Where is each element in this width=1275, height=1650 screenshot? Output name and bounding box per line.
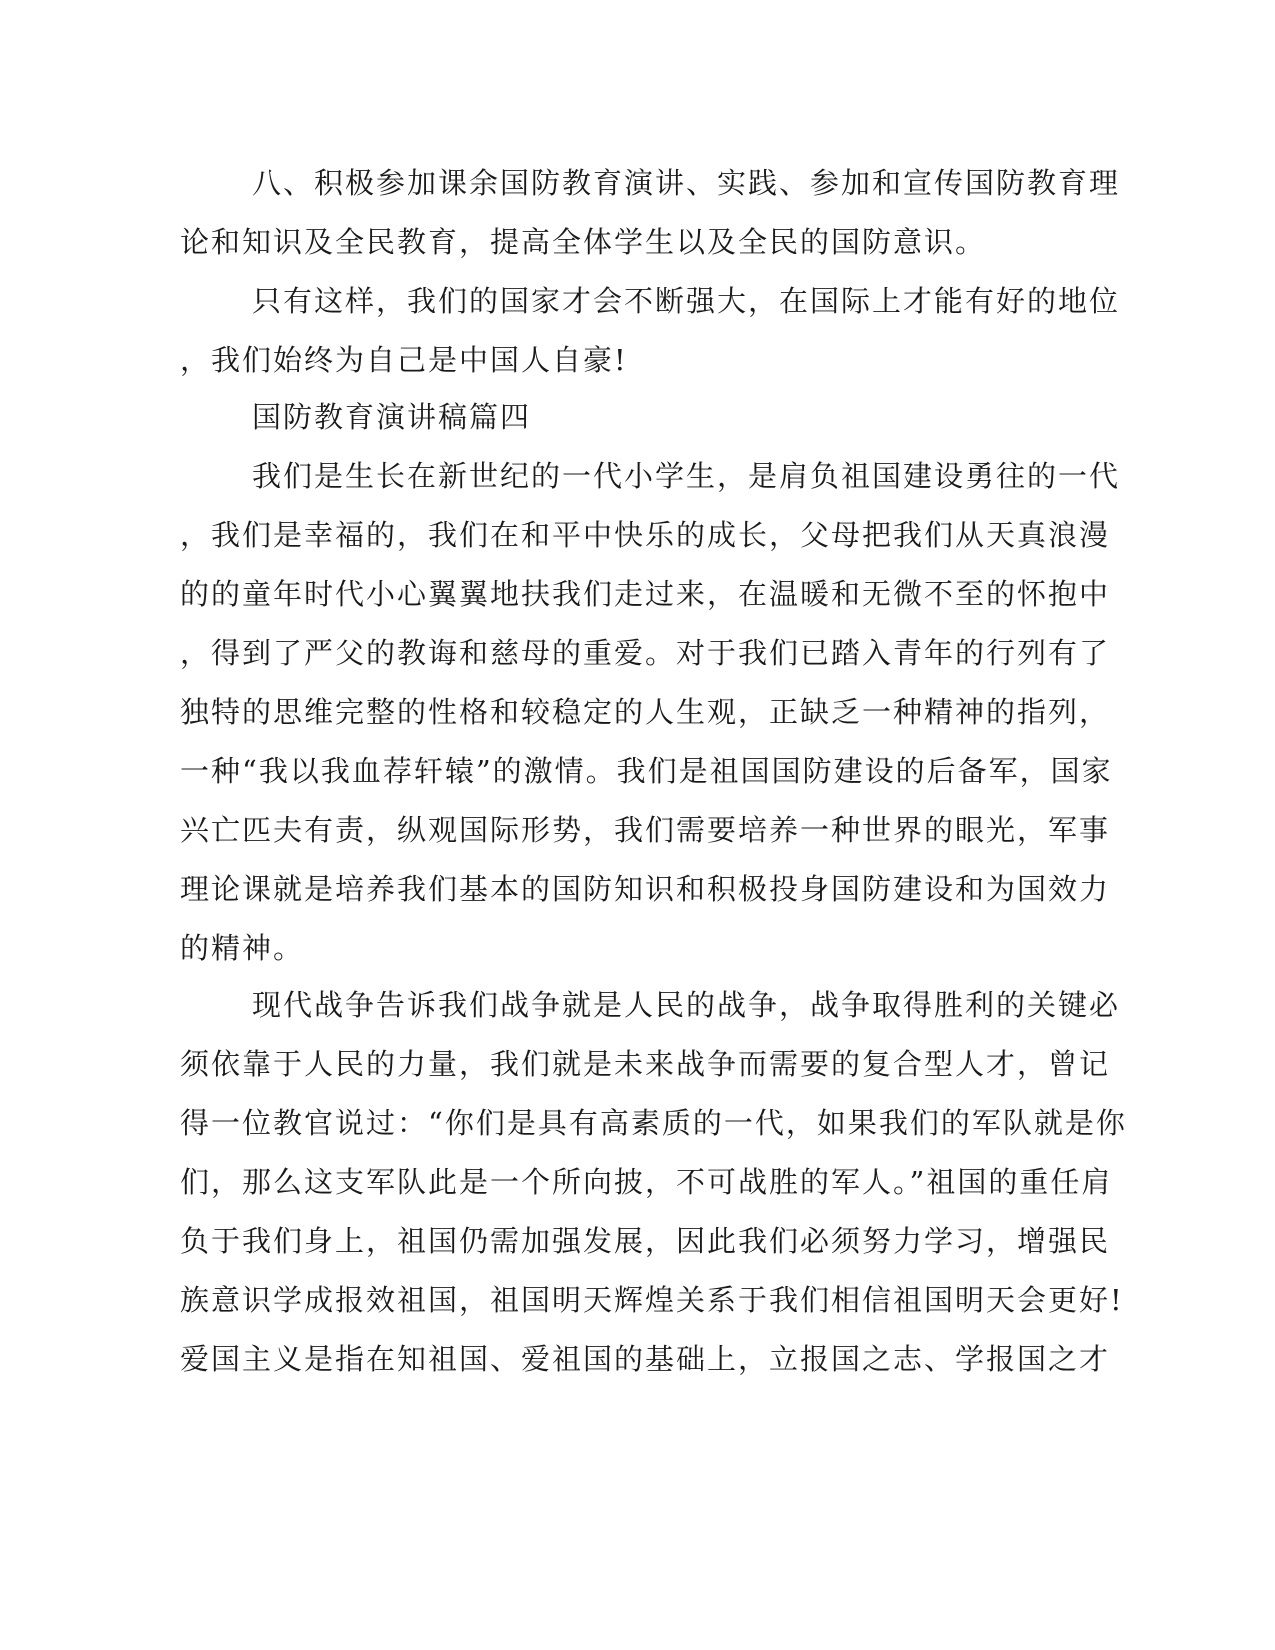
text-line: 负于我们身上，祖国仍需加强发展，因此我们必须努力学习，增强民 [180, 1224, 1111, 1258]
text-line: 爱国主义是指在知祖国、爱祖国的基础上，立报国之志、学报国之才 [180, 1342, 1111, 1376]
text-line: 的的童年时代小心翼翼地扶我们走过来，在温暖和无微不至的怀抱中 [180, 577, 1111, 611]
text-line: 一种“我以我血荐轩辕”的激情。我们是祖国国防建设的后备军，国家 [180, 754, 1113, 788]
text-line: 现代战争告诉我们战争就是人民的战争，战争取得胜利的关键必 [252, 988, 1121, 1022]
text-line: 独特的思维完整的性格和较稳定的人生观，正缺乏一种精神的指列， [180, 695, 1111, 729]
text-line: 我们是生长在新世纪的一代小学生，是肩负祖国建设勇往的一代 [252, 459, 1121, 493]
text-line: ，得到了严父的教诲和慈母的重爱。对于我们已踏入青年的行列有了 [180, 636, 1111, 670]
text-line: 族意识学成报效祖国，祖国明天辉煌关系于我们相信祖国明天会更好! [180, 1283, 1124, 1317]
text-line: 论和知识及全民教育，提高全体学生以及全民的国防意识。 [180, 225, 987, 259]
text-line: ，我们始终为自己是中国人自豪! [180, 343, 628, 377]
text-line: 八、积极参加课余国防教育演讲、实践、参加和宣传国防教育理 [252, 166, 1121, 200]
text-line: 兴亡匹夫有责，纵观国际形势，我们需要培养一种世界的眼光，军事 [180, 813, 1111, 847]
text-line: 只有这样，我们的国家才会不断强大，在国际上才能有好的地位 [252, 284, 1121, 318]
text-line: ，我们是幸福的，我们在和平中快乐的成长，父母把我们从天真浪漫 [180, 518, 1111, 552]
text-line: 的精神。 [180, 931, 305, 965]
section-heading: 国防教育演讲稿篇四 [252, 400, 532, 434]
text-line: 们，那么这支军队此是一个所向披，不可战胜的军人。”祖国的重任肩 [180, 1165, 1113, 1199]
text-line: 须依靠于人民的力量，我们就是未来战争而需要的复合型人才，曾记 [180, 1047, 1111, 1081]
text-line: 理论课就是培养我们基本的国防知识和积极投身国防建设和为国效力 [180, 872, 1111, 906]
text-line: 得一位教官说过：“你们是具有高素质的一代，如果我们的军队就是你 [180, 1106, 1127, 1140]
